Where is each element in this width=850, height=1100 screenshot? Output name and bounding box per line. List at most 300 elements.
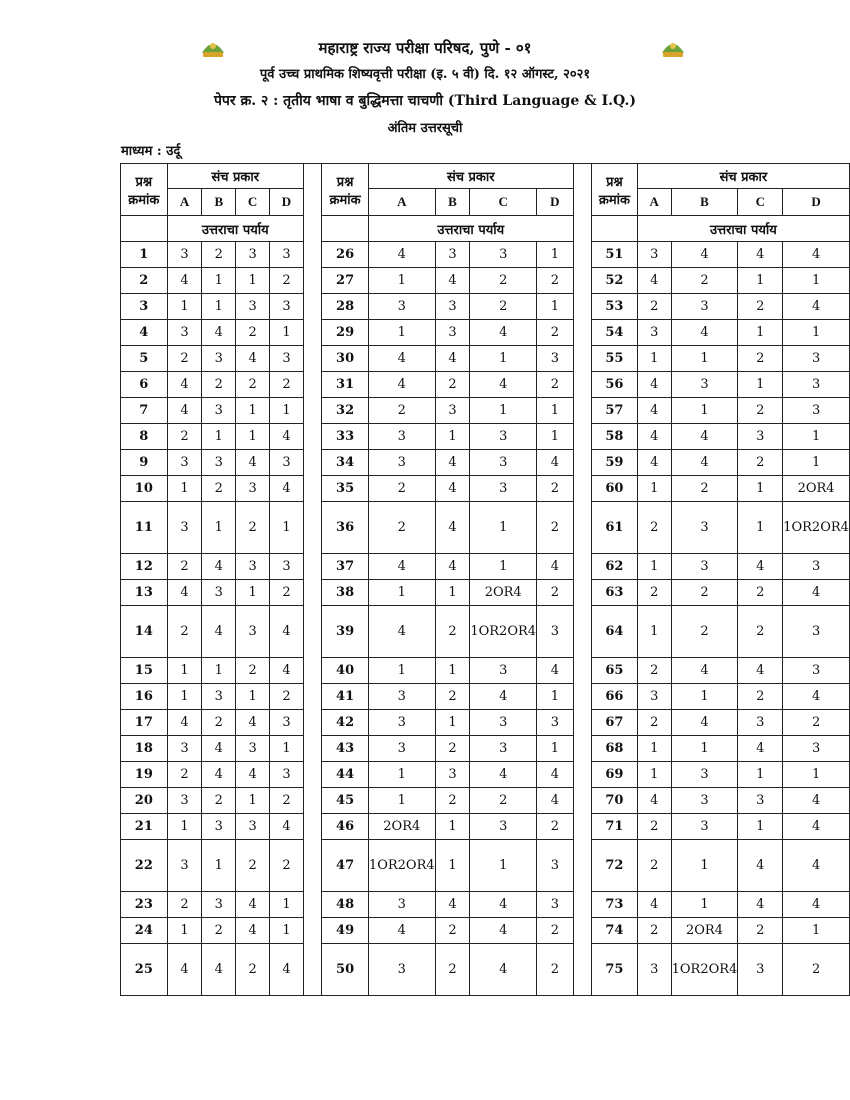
answer-cell: 3 <box>783 398 850 424</box>
answer-cell: 1 <box>236 268 270 294</box>
answer-cell: 4 <box>236 346 270 372</box>
answer-cell: 2 <box>236 658 270 684</box>
answer-cell: 4 <box>368 606 435 658</box>
answer-cell: 3 <box>783 346 850 372</box>
answer-cell: 3 <box>738 710 783 736</box>
answer-cell: 1 <box>202 502 236 554</box>
question-number: 13 <box>121 580 168 606</box>
answer-cell: 1 <box>270 502 304 554</box>
answer-cell: 2 <box>537 372 574 398</box>
answer-cell: 4 <box>470 918 537 944</box>
question-number: 29 <box>322 320 369 346</box>
answer-cell: 1 <box>738 814 783 840</box>
set-letter: A <box>637 189 671 216</box>
answer-cell: 4 <box>270 944 304 996</box>
answer-cell: 4 <box>236 918 270 944</box>
answer-cell: 2 <box>435 684 470 710</box>
question-number: 25 <box>121 944 168 996</box>
header-spacer <box>592 216 638 242</box>
answer-cell: 2 <box>671 476 738 502</box>
answer-cell: 4 <box>537 788 574 814</box>
question-number: 52 <box>592 268 638 294</box>
answer-cell: 1OR2OR4 <box>783 502 850 554</box>
question-number: 64 <box>592 606 638 658</box>
answer-cell: 4 <box>202 762 236 788</box>
answer-cell: 1 <box>236 788 270 814</box>
answer-cell: 4 <box>470 320 537 346</box>
question-number: 62 <box>592 554 638 580</box>
answer-cell: 2 <box>236 372 270 398</box>
answer-cell: 2 <box>270 372 304 398</box>
question-number: 2 <box>121 268 168 294</box>
question-number: 28 <box>322 294 369 320</box>
answer-cell: 4 <box>236 450 270 476</box>
answer-cell: 1 <box>637 736 671 762</box>
answer-cell: 1 <box>637 762 671 788</box>
answer-cell: 4 <box>270 658 304 684</box>
answer-cell: 2 <box>470 788 537 814</box>
answer-cell: 4 <box>738 736 783 762</box>
answer-cell: 3 <box>270 554 304 580</box>
question-number: 46 <box>322 814 369 840</box>
answer-cell: 1 <box>167 476 202 502</box>
answer-cell: 2 <box>167 424 202 450</box>
answer-cell: 2 <box>435 372 470 398</box>
question-number: 24 <box>121 918 168 944</box>
answer-cell: 4 <box>435 346 470 372</box>
question-number: 75 <box>592 944 638 996</box>
answer-cell: 4 <box>637 450 671 476</box>
answer-cell: 2 <box>637 710 671 736</box>
answer-cell: 2 <box>671 268 738 294</box>
answer-cell: 4 <box>167 944 202 996</box>
question-number: 35 <box>322 476 369 502</box>
answer-cell: 3 <box>738 788 783 814</box>
answer-cell: 3 <box>435 398 470 424</box>
set-letter: D <box>270 189 304 216</box>
answer-cell: 4 <box>167 268 202 294</box>
answer-cell: 1 <box>435 840 470 892</box>
answer-cell: 3 <box>671 294 738 320</box>
answer-cell: 4 <box>783 294 850 320</box>
answer-cell: 4 <box>470 892 537 918</box>
answer-cell: 2 <box>783 944 850 996</box>
answer-cell: 1 <box>637 606 671 658</box>
answer-cell: 4 <box>671 424 738 450</box>
set-letter: A <box>368 189 435 216</box>
question-number: 10 <box>121 476 168 502</box>
question-number: 23 <box>121 892 168 918</box>
answer-cell: 1 <box>537 736 574 762</box>
answer-cell: 3 <box>167 502 202 554</box>
answer-cell: 4 <box>637 892 671 918</box>
answer-cell: 1 <box>537 294 574 320</box>
answer-cell: 1 <box>368 762 435 788</box>
answer-cell: 2 <box>435 736 470 762</box>
answer-cell: 2 <box>167 762 202 788</box>
answer-cell: 1OR2OR4 <box>671 944 738 996</box>
question-number: 58 <box>592 424 638 450</box>
answer-cell: 3 <box>236 606 270 658</box>
answer-cell: 2 <box>537 476 574 502</box>
answer-cell: 1 <box>167 814 202 840</box>
answer-cell: 2 <box>738 918 783 944</box>
answer-cell: 1 <box>202 294 236 320</box>
column-gap <box>303 164 321 996</box>
answer-cell: 1 <box>470 502 537 554</box>
answer-cell: 1 <box>368 788 435 814</box>
set-letter: B <box>435 189 470 216</box>
answer-cell: 2 <box>167 346 202 372</box>
answer-cell: 3 <box>236 476 270 502</box>
answer-cell: 3 <box>738 944 783 996</box>
answer-cell: 4 <box>537 554 574 580</box>
answer-cell: 1 <box>738 268 783 294</box>
answer-cell: 4 <box>368 242 435 268</box>
question-number: 60 <box>592 476 638 502</box>
answer-cell: 2OR4 <box>368 814 435 840</box>
answer-cell: 4 <box>671 242 738 268</box>
answer-cell: 4 <box>470 762 537 788</box>
answer-cell: 3 <box>270 242 304 268</box>
answer-cell: 2 <box>435 944 470 996</box>
question-number: 22 <box>121 840 168 892</box>
answer-cell: 1 <box>738 476 783 502</box>
answer-option-header: उत्तराचा पर्याय <box>167 216 303 242</box>
answer-cell: 3 <box>470 450 537 476</box>
answer-cell: 1 <box>783 424 850 450</box>
answer-cell: 1 <box>537 684 574 710</box>
question-number: 6 <box>121 372 168 398</box>
answer-cell: 1 <box>671 398 738 424</box>
answer-cell: 3 <box>202 398 236 424</box>
answer-cell: 3 <box>671 762 738 788</box>
question-no-header: प्रश्न क्रमांक <box>121 164 168 216</box>
question-number: 65 <box>592 658 638 684</box>
answer-cell: 3 <box>368 294 435 320</box>
answer-cell: 4 <box>537 450 574 476</box>
answer-cell: 2 <box>637 658 671 684</box>
answer-cell: 2 <box>202 476 236 502</box>
answer-cell: 2 <box>537 580 574 606</box>
answer-cell: 3 <box>637 242 671 268</box>
answer-cell: 3 <box>537 840 574 892</box>
answer-cell: 4 <box>783 242 850 268</box>
answer-cell: 1 <box>435 658 470 684</box>
answer-cell: 3 <box>167 840 202 892</box>
answer-cell: 1 <box>537 242 574 268</box>
page-title: महाराष्ट्र राज्य परीक्षा परिषद, पुणे - ०१ <box>318 39 532 57</box>
answer-cell: 3 <box>783 554 850 580</box>
answer-cell: 3 <box>236 736 270 762</box>
answer-cell: 3 <box>470 242 537 268</box>
answer-cell: 2 <box>637 580 671 606</box>
answer-cell: 3 <box>368 944 435 996</box>
answer-cell: 3 <box>671 502 738 554</box>
answer-cell: 4 <box>738 840 783 892</box>
question-number: 66 <box>592 684 638 710</box>
answer-cell: 4 <box>368 346 435 372</box>
question-number: 11 <box>121 502 168 554</box>
answer-cell: 2 <box>537 918 574 944</box>
answer-cell: 1 <box>435 424 470 450</box>
question-number: 32 <box>322 398 369 424</box>
answer-cell: 1 <box>537 398 574 424</box>
question-number: 30 <box>322 346 369 372</box>
answer-cell: 1 <box>167 294 202 320</box>
answer-cell: 3 <box>470 424 537 450</box>
answer-cell: 4 <box>783 684 850 710</box>
answer-cell: 1 <box>671 736 738 762</box>
answer-cell: 3 <box>167 320 202 346</box>
question-number: 39 <box>322 606 369 658</box>
answer-cell: 3 <box>637 944 671 996</box>
question-number: 73 <box>592 892 638 918</box>
set-letter: A <box>167 189 202 216</box>
set-letter: D <box>783 189 850 216</box>
answer-cell: 4 <box>435 892 470 918</box>
answer-cell: 4 <box>202 606 236 658</box>
question-number: 71 <box>592 814 638 840</box>
question-number: 1 <box>121 242 168 268</box>
answer-cell: 1 <box>368 268 435 294</box>
answer-cell: 2 <box>738 606 783 658</box>
answer-cell: 4 <box>270 424 304 450</box>
answer-cell: 2 <box>202 372 236 398</box>
answer-cell: 2 <box>236 502 270 554</box>
answer-cell: 1 <box>470 554 537 580</box>
answer-cell: 2 <box>167 554 202 580</box>
question-number: 72 <box>592 840 638 892</box>
answer-cell: 1 <box>435 580 470 606</box>
answer-cell: 2 <box>236 944 270 996</box>
answer-cell: 2 <box>671 580 738 606</box>
answer-cell: 1 <box>738 502 783 554</box>
question-number: 61 <box>592 502 638 554</box>
answer-cell: 4 <box>671 658 738 684</box>
answer-cell: 4 <box>202 736 236 762</box>
answer-cell: 2 <box>167 892 202 918</box>
answer-cell: 3 <box>738 424 783 450</box>
question-number: 38 <box>322 580 369 606</box>
question-number: 15 <box>121 658 168 684</box>
answer-cell: 1 <box>783 918 850 944</box>
answer-cell: 4 <box>435 476 470 502</box>
answer-cell: 4 <box>738 658 783 684</box>
answer-cell: 3 <box>202 580 236 606</box>
question-number: 41 <box>322 684 369 710</box>
answer-cell: 1 <box>783 268 850 294</box>
answer-cell: 3 <box>435 762 470 788</box>
answer-cell: 2 <box>671 606 738 658</box>
answer-cell: 3 <box>202 892 236 918</box>
answer-cell: 2 <box>738 684 783 710</box>
answer-cell: 1 <box>671 892 738 918</box>
answer-cell: 3 <box>167 450 202 476</box>
answer-cell: 3 <box>470 658 537 684</box>
answer-cell: 3 <box>783 736 850 762</box>
exam-subtitle: पूर्व उच्च प्राथमिक शिष्यवृत्ती परीक्षा (इ. ५ वी) दि. १२ ऑगस्ट, २०२१ <box>259 67 591 82</box>
answer-cell: 2 <box>470 268 537 294</box>
answer-cell: 2 <box>270 684 304 710</box>
question-number: 49 <box>322 918 369 944</box>
answer-cell: 3 <box>470 476 537 502</box>
answer-cell: 3 <box>236 814 270 840</box>
answer-cell: 4 <box>236 892 270 918</box>
answer-cell: 4 <box>637 424 671 450</box>
question-number: 53 <box>592 294 638 320</box>
answer-cell: 3 <box>202 814 236 840</box>
answer-cell: 2 <box>368 398 435 424</box>
answer-cell: 4 <box>270 606 304 658</box>
answer-cell: 1 <box>368 658 435 684</box>
answer-cell: 4 <box>470 944 537 996</box>
question-no-header: प्रश्न क्रमांक <box>592 164 638 216</box>
answer-cell: 3 <box>368 450 435 476</box>
answer-cell: 3 <box>671 814 738 840</box>
answer-cell: 1 <box>435 814 470 840</box>
answer-cell: 1 <box>236 424 270 450</box>
answer-cell: 1 <box>671 346 738 372</box>
answer-cell: 1 <box>637 346 671 372</box>
answer-cell: 4 <box>435 554 470 580</box>
answer-cell: 1 <box>270 892 304 918</box>
question-number: 36 <box>322 502 369 554</box>
answer-cell: 2 <box>637 294 671 320</box>
question-number: 9 <box>121 450 168 476</box>
answer-cell: 4 <box>783 788 850 814</box>
answer-cell: 1 <box>236 580 270 606</box>
answer-cell: 4 <box>167 372 202 398</box>
answer-cell: 3 <box>470 710 537 736</box>
answer-cell: 3 <box>270 710 304 736</box>
answer-cell: 4 <box>637 398 671 424</box>
answer-cell: 2 <box>202 918 236 944</box>
medium-label: माध्यम : उर्दू <box>121 144 181 159</box>
answer-cell: 2 <box>637 814 671 840</box>
question-number: 16 <box>121 684 168 710</box>
question-number: 56 <box>592 372 638 398</box>
answer-cell: 2 <box>738 580 783 606</box>
answer-cell: 3 <box>537 346 574 372</box>
answer-cell: 3 <box>368 736 435 762</box>
answer-cell: 2 <box>202 242 236 268</box>
answer-cell: 4 <box>435 450 470 476</box>
answer-cell: 4 <box>783 840 850 892</box>
set-letter: D <box>537 189 574 216</box>
answer-key-table <box>120 163 850 996</box>
answer-cell: 3 <box>202 684 236 710</box>
question-number: 33 <box>322 424 369 450</box>
answer-option-header: उत्तराचा पर्याय <box>637 216 849 242</box>
question-number: 34 <box>322 450 369 476</box>
answer-cell: 3 <box>783 372 850 398</box>
question-number: 45 <box>322 788 369 814</box>
answer-cell: 4 <box>368 372 435 398</box>
set-type-header: संच प्रकार <box>167 164 303 189</box>
answer-cell: 2 <box>738 294 783 320</box>
answer-cell: 1 <box>167 918 202 944</box>
answer-cell: 2 <box>738 450 783 476</box>
question-number: 26 <box>322 242 369 268</box>
answer-cell: 4 <box>270 814 304 840</box>
answer-cell: 1 <box>738 320 783 346</box>
answer-cell: 2 <box>270 788 304 814</box>
answer-cell: 1 <box>783 762 850 788</box>
answer-cell: 1 <box>270 398 304 424</box>
answer-cell: 1 <box>470 398 537 424</box>
answer-cell: 2 <box>202 788 236 814</box>
answer-cell: 2 <box>537 814 574 840</box>
answer-cell: 3 <box>270 294 304 320</box>
answer-cell: 2 <box>270 580 304 606</box>
answer-cell: 3 <box>167 788 202 814</box>
answer-cell: 3 <box>236 294 270 320</box>
answer-cell: 3 <box>435 320 470 346</box>
answer-cell: 3 <box>470 736 537 762</box>
answer-cell: 1 <box>783 320 850 346</box>
answer-cell: 4 <box>270 476 304 502</box>
answer-cell: 2 <box>270 840 304 892</box>
answer-cell: 2 <box>435 788 470 814</box>
answer-cell: 2 <box>637 502 671 554</box>
answer-cell: 4 <box>783 892 850 918</box>
answer-cell: 4 <box>167 398 202 424</box>
question-number: 31 <box>322 372 369 398</box>
answer-cell: 2 <box>270 268 304 294</box>
question-number: 68 <box>592 736 638 762</box>
answer-cell: 2 <box>236 320 270 346</box>
question-number: 69 <box>592 762 638 788</box>
answer-cell: 3 <box>470 814 537 840</box>
answer-cell: 3 <box>236 554 270 580</box>
answer-cell: 3 <box>167 736 202 762</box>
question-number: 21 <box>121 814 168 840</box>
answer-cell: 2OR4 <box>783 476 850 502</box>
answer-cell: 4 <box>202 320 236 346</box>
answer-cell: 1 <box>167 684 202 710</box>
answer-cell: 3 <box>167 242 202 268</box>
answer-cell: 4 <box>435 268 470 294</box>
answer-cell: 2 <box>368 476 435 502</box>
answer-cell: 1 <box>738 372 783 398</box>
question-number: 59 <box>592 450 638 476</box>
answer-cell: 2 <box>435 918 470 944</box>
answer-cell: 4 <box>637 372 671 398</box>
answer-cell: 4 <box>783 814 850 840</box>
set-letter: C <box>236 189 270 216</box>
question-number: 3 <box>121 294 168 320</box>
question-number: 70 <box>592 788 638 814</box>
answer-cell: 1 <box>537 424 574 450</box>
question-number: 47 <box>322 840 369 892</box>
answer-cell: 3 <box>783 658 850 684</box>
header-spacer <box>121 216 168 242</box>
answer-cell: 2 <box>783 710 850 736</box>
answer-cell: 3 <box>671 372 738 398</box>
answer-cell: 4 <box>435 502 470 554</box>
question-number: 17 <box>121 710 168 736</box>
question-number: 48 <box>322 892 369 918</box>
answer-cell: 1 <box>637 476 671 502</box>
answer-cell: 2 <box>738 398 783 424</box>
answer-cell: 3 <box>368 710 435 736</box>
answer-cell: 4 <box>202 554 236 580</box>
set-letter: B <box>671 189 738 216</box>
answer-cell: 3 <box>368 684 435 710</box>
answer-cell: 3 <box>270 762 304 788</box>
answer-cell: 4 <box>167 580 202 606</box>
